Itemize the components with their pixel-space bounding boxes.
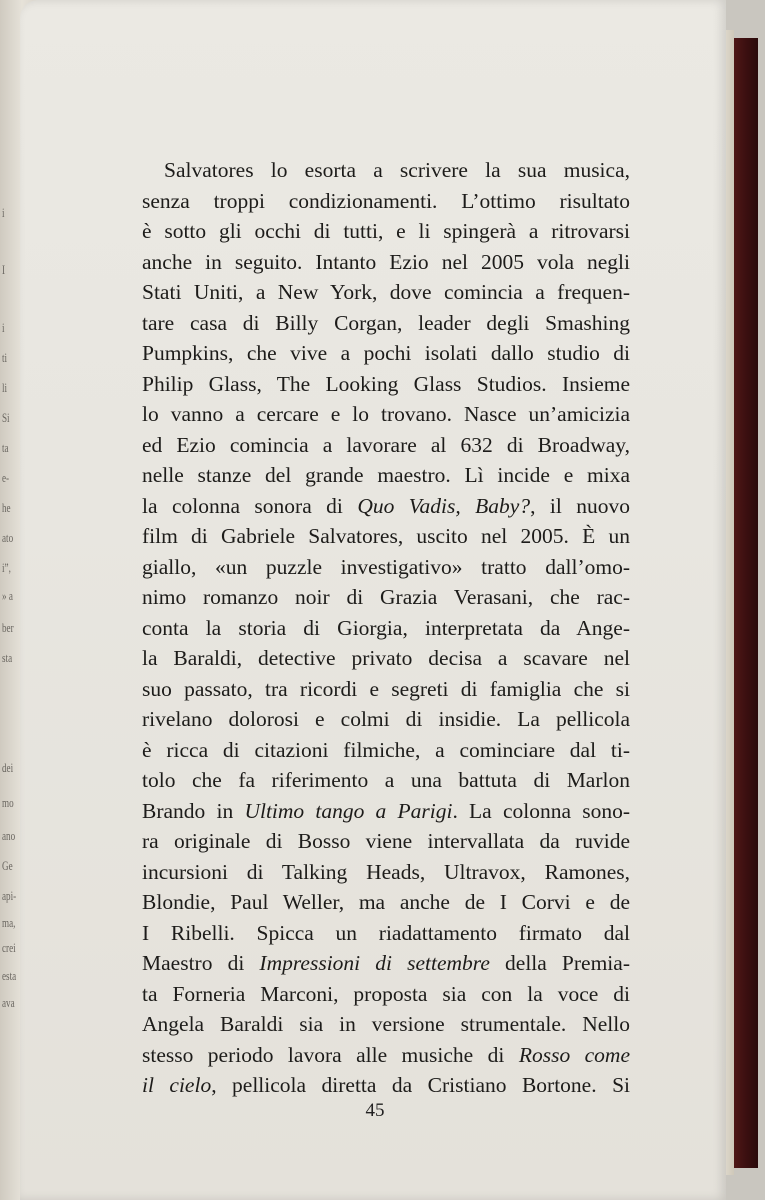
text-line: incursioni di Talking Heads, Ultravox, Ramones, xyxy=(142,859,630,884)
text-line: è ricca di citazioni filmiche, a cominciare dal ti- xyxy=(142,737,630,762)
text-line: la Baraldi, detective privato decisa a scavare nel xyxy=(142,646,630,670)
text-line: Philip Glass, The Looking Glass Studios. Insieme xyxy=(142,371,630,396)
text-line: Salvatores lo esorta a scrivere la sua musica, xyxy=(164,158,630,182)
text-line: suo passato, tra ricordi e segreti di famiglia che si xyxy=(142,676,630,701)
left-page-fragment: ava xyxy=(2,995,15,1010)
text-line: Brando in Ultimo tango a Parigi. La colonna sono- xyxy=(142,798,630,823)
text-line: ed Ezio comincia a lavorare al 632 di Broadway, xyxy=(142,432,630,457)
left-page-fragment: ma, xyxy=(2,915,16,930)
left-page-fragment: I xyxy=(2,262,6,277)
left-page-fragment: sta xyxy=(2,650,13,665)
left-page-fragment: esta xyxy=(2,968,17,983)
left-page-fragment: i xyxy=(2,205,5,220)
left-page-fragment: i xyxy=(2,320,5,335)
text-line: tare casa di Billy Corgan, leader degli Smashing xyxy=(142,310,630,335)
left-page-fragment: ta xyxy=(2,440,9,455)
text-line: è sotto gli occhi di tutti, e li spingerà a ritrovarsi xyxy=(142,219,630,243)
left-page-fragment: api- xyxy=(2,888,17,903)
text-line: Blondie, Paul Weller, ma anche de I Corvi e de xyxy=(142,890,630,914)
text-line: Stati Uniti, a New York, dove comincia a frequen- xyxy=(142,280,630,304)
text-line: ta Forneria Marconi, proposta sia con la voce di xyxy=(142,981,630,1006)
text-line: il cielo, pellicola diretta da Cristiano Bortone. Si xyxy=(142,1073,630,1097)
text-line: nelle stanze del grande maestro. Lì incide e mixa xyxy=(142,463,630,487)
text-line: senza troppi condizionamenti. L’ottimo risultato xyxy=(142,188,630,213)
left-page-fragment: ber xyxy=(2,620,14,635)
text-line: lo vanno a cercare e lo trovano. Nasce un’amicizia xyxy=(142,402,630,426)
left-page-fragment: ti xyxy=(2,350,8,365)
left-page-fragment: ano xyxy=(2,828,16,843)
text-line: Pumpkins, che vive a pochi isolati dallo studio di xyxy=(142,341,630,365)
text-line: rivelano dolorosi e colmi di insidie. La pellicola xyxy=(142,707,630,731)
page-number: 45 xyxy=(365,1100,385,1121)
book-page xyxy=(20,0,726,1200)
left-page-fragment: he xyxy=(2,500,11,515)
text-line: Maestro di Impressioni di settembre della Premia- xyxy=(142,951,630,975)
left-page-fragment: dei xyxy=(2,760,14,775)
left-page-fragment: i”, xyxy=(2,560,11,575)
left-page-fragment: Si xyxy=(2,410,10,425)
left-page-fragment: Ge xyxy=(2,858,13,873)
left-page-fragment: mo xyxy=(2,795,14,810)
text-line: I Ribelli. Spicca un riadattamento firmato dal xyxy=(142,920,630,945)
text-line: conta la storia di Giorgia, interpretata da Ange- xyxy=(142,615,630,640)
left-page-fragment: ato xyxy=(2,530,14,545)
body-text xyxy=(142,155,630,1101)
text-line: Angela Baraldi sia in versione strumentale. Nello xyxy=(142,1012,630,1036)
text-line: la colonna sonora di Quo Vadis, Baby?, il nuovo xyxy=(142,493,630,518)
left-page-fragment: e- xyxy=(2,470,10,485)
left-page-fragment: » a xyxy=(2,588,13,603)
left-page-fragment: li xyxy=(2,380,8,395)
text-line: ra originale di Bosso viene intervallata da ruvide xyxy=(142,829,630,853)
left-page-fragment: crei xyxy=(2,940,16,955)
text-line: stesso periodo lavora alle musiche di Rosso come xyxy=(142,1042,630,1067)
text-line: film di Gabriele Salvatores, uscito nel 2005. È un xyxy=(142,524,630,548)
text-line: nimo romanzo noir di Grazia Verasani, che rac- xyxy=(142,585,630,609)
text-line: anche in seguito. Intanto Ezio nel 2005 vola negli xyxy=(142,249,630,274)
text-line: giallo, «un puzzle investigativo» tratto dall’omo- xyxy=(142,554,630,579)
text-line: tolo che fa riferimento a una battuta di Marlon xyxy=(142,768,630,792)
